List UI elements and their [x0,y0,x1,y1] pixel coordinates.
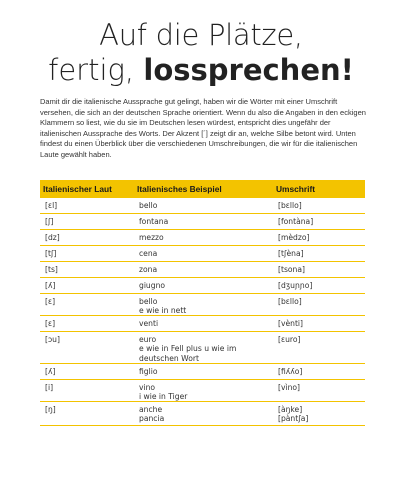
umschrift-line: [tʃèna] [278,249,304,258]
cell-umschrift [273,332,365,344]
cell-beispiel [134,332,273,363]
title-line-2-bold: lossprechen! [143,53,354,87]
cell-umschrift [273,294,365,306]
title-line-2 [0,52,402,88]
beispiel-line: anche [139,405,163,414]
cell-laut: [ɛ] [45,297,56,306]
beispiel-line: bello [139,297,158,306]
header-beispiel: Italienisches Beispiel [137,184,222,194]
cell-umschrift [273,380,365,392]
beispiel-line: euro [139,335,157,344]
cell-beispiel [134,364,273,376]
table-row [40,364,365,380]
umschrift-line: [fiʎʎo] [278,367,303,376]
table-row [40,198,365,214]
beispiel-line: zona [139,265,158,274]
header-laut: Italienischer Laut [43,184,112,194]
umschrift-line: [fontàna] [278,217,314,226]
umschrift-line: [bɛllo] [278,297,302,306]
umschrift-line: [àŋke] [278,405,303,414]
cell-umschrift [273,246,365,258]
pronunciation-table [40,180,365,426]
cell-laut: [ts] [45,265,58,274]
cell-laut: [i] [45,383,54,392]
cell-laut: [ɛl] [45,201,58,210]
beispiel-line: i wie in Tiger [139,392,188,402]
beispiel-line: figlio [139,367,158,376]
beispiel-line: fontana [139,217,169,226]
title-line-1: Auf die Plätze, [99,18,303,52]
cell-beispiel [134,316,273,328]
title-line-2-light: fertig, [48,53,144,87]
page-title [0,18,402,88]
table-row [40,316,365,332]
cell-umschrift [273,278,365,290]
cell-umschrift [273,214,365,226]
intro-paragraph: Damit dir die italienische Aussprache gut gelingt, haben wir die Wörter mit einer Umschrift versehen, die sich an der deutschen Sprache orientiert. Wenn du also die Angaben in den eckigen Klammern so liest, wie du sie im Deutschen lesen würdest, entspricht dies ungefähr der italienischen Aussprache des Worts. Der Akzent [´] zeigt dir an, welche Silbe betont wird. Unten findest du einen Überblick über die verschiedenen Umschreibungen, die wir für die italienischen Laute gewählt haben. [40,97,366,159]
umschrift-line: [tsona] [278,265,305,274]
beispiel-line: pancia [139,414,165,424]
cell-umschrift [273,198,365,210]
cell-laut: [ʃ] [45,217,54,226]
cell-beispiel [134,380,273,402]
umschrift-line: [ɛuro] [278,335,301,344]
cell-beispiel [134,230,273,242]
cell-umschrift [273,402,365,424]
cell-beispiel [134,262,273,274]
cell-laut: [dz] [45,233,60,242]
beispiel-line: venti [139,319,159,328]
beispiel-line: mezzo [139,233,164,242]
cell-beispiel [134,198,273,210]
cell-beispiel [134,402,273,424]
table-row [40,380,365,402]
cell-beispiel [134,278,273,290]
table-row [40,230,365,246]
table-body [40,198,365,426]
umschrift-line: [vìno] [278,383,300,392]
beispiel-line: e wie in Fell plus u wie im deutschen Wort [139,344,237,363]
table-header [40,180,365,198]
table-row [40,402,365,426]
umschrift-line: [bɛllo] [278,201,302,210]
table-row [40,262,365,278]
table-row [40,294,365,316]
umschrift-line: [dʒuɲɲo] [278,281,313,290]
cell-beispiel [134,294,273,316]
table-row [40,278,365,294]
beispiel-line: vino [139,383,156,392]
header-umschrift: Umschrift [276,184,316,194]
cell-laut: [ʎ] [45,367,56,376]
cell-umschrift [273,262,365,274]
cell-laut: [ʎ] [45,281,56,290]
table-row [40,214,365,230]
cell-umschrift [273,364,365,376]
cell-laut: [ɛ] [45,319,56,328]
table-row [40,332,365,364]
beispiel-line: bello [139,201,158,210]
table-row [40,246,365,262]
cell-laut: [tʃ] [45,249,57,258]
cell-beispiel [134,214,273,226]
umschrift-line: [mèdzo] [278,233,310,242]
beispiel-line: e wie in nett [139,306,187,316]
cell-beispiel [134,246,273,258]
beispiel-line: cena [139,249,158,258]
cell-laut: [ŋ] [45,405,56,414]
cell-umschrift [273,316,365,328]
cell-laut: [ɔu] [45,335,60,344]
umschrift-line: [vènti] [278,319,303,328]
beispiel-line: giugno [139,281,166,290]
cell-umschrift [273,230,365,242]
umschrift-line: [pàntʃa] [278,414,309,424]
